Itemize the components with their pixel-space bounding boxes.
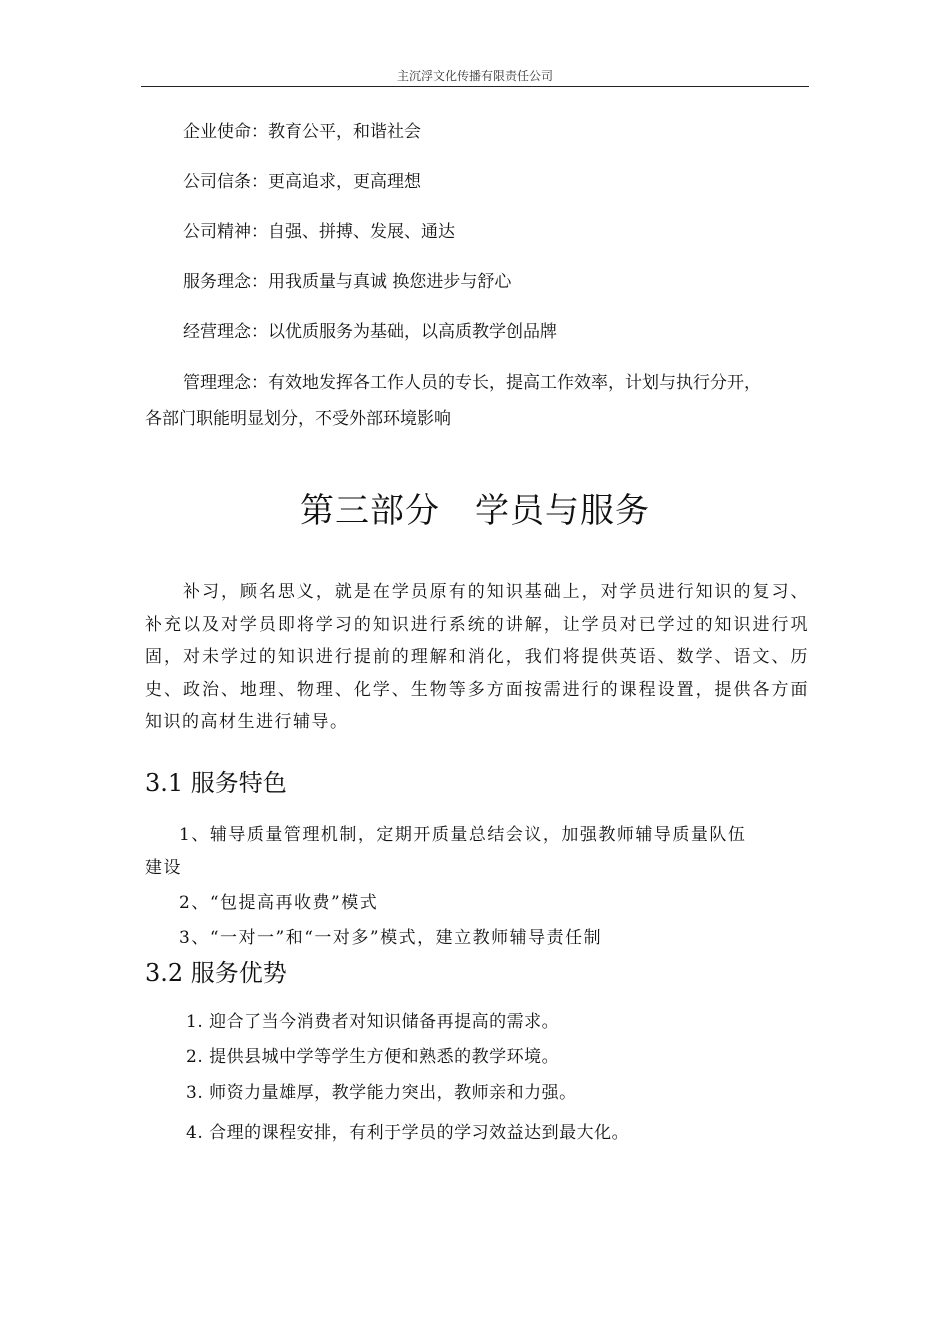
mission-line: 企业使命：教育公平，和谐社会: [183, 122, 421, 142]
section-title: 第三部分 学员与服务: [300, 491, 650, 531]
advantage-item-2: 2. 提供县城中学等学生方便和熟悉的教学环境。: [186, 1047, 560, 1067]
creed-line: 公司信条：更高追求，更高理想: [183, 172, 421, 192]
feature-item-1: 1、辅导质量管理机制，定期开质量总结会议，加强教师辅导质量队伍: [179, 825, 747, 845]
advantage-item-3: 3. 师资力量雄厚，教学能力突出，教师亲和力强。: [186, 1083, 577, 1103]
feature-item-2: 2、“包提高再收费”模式: [179, 893, 379, 913]
management-philosophy-line2: 各部门职能明显划分，不受外部环境影响: [145, 409, 451, 429]
header-company-name: 主沉浮文化传播有限责任公司: [396, 69, 553, 83]
service-philosophy-line: 服务理念：用我质量与真诚 换您进步与舒心: [183, 272, 512, 292]
spirit-line: 公司精神：自强、拼搏、发展、通达: [183, 222, 455, 242]
business-philosophy-line: 经营理念：以优质服务为基础，以高质教学创品牌: [183, 322, 557, 342]
page-header: [141, 66, 809, 87]
advantage-item-1: 1. 迎合了当今消费者对知识储备再提高的需求。: [186, 1012, 560, 1032]
section-intro-paragraph: 补习，顾名思义，就是在学员原有的知识基础上，对学员进行知识的复习、补充以及对学员即将学习的知识进行系统的讲解，让学员对已学过的知识进行巩固，对未学过的知识进行提前的理解和消化，我们将提供英语、数学、语文、历史、政治、地理、物理、化学、生物等多方面按需进行的课程设置，提供各方面知识的高材生进行辅导。: [145, 582, 809, 732]
feature-item-3: 3、“一对一”和“一对多”模式，建立教师辅导责任制: [179, 928, 603, 948]
advantage-item-4: 4. 合理的课程安排，有利于学员的学习效益达到最大化。: [186, 1123, 630, 1143]
management-philosophy-line1: 管理理念：有效地发挥各工作人员的专长，提高工作效率，计划与执行分开，: [183, 373, 761, 393]
features-heading: 3.1 服务特色: [145, 769, 287, 797]
advantages-heading: 3.2 服务优势: [145, 959, 287, 987]
feature-item-1-cont: 建设: [145, 858, 182, 878]
